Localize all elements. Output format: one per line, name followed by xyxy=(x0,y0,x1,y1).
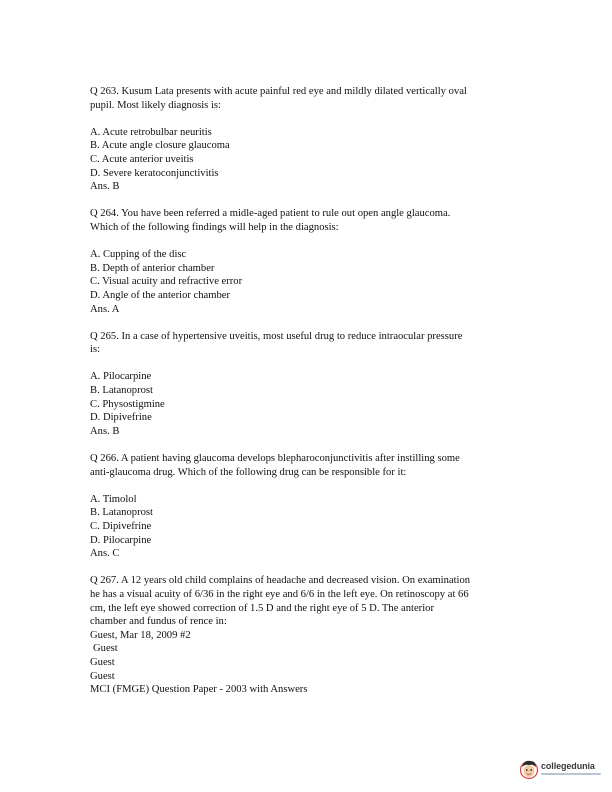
answer-option: B. Depth of anterior chamber xyxy=(90,262,215,274)
question-text-line: chamber and fundus of rence in: xyxy=(90,616,227,628)
question-text-line: Which of the following findings will help in the diagnosis: xyxy=(90,221,339,233)
question-text-line: he has a visual acuity of 6/36 in the right eye and 6/6 in the left eye. On retinoscopy at 66 xyxy=(90,588,469,600)
question-text-line: Q 267. A 12 years old child complains of headache and decreased vision. On examination xyxy=(90,575,471,587)
question-text-line: cm, the left eye showed correction of 1.5 D and the right eye of 5 D. The anterior xyxy=(90,602,434,614)
question-text-line: is: xyxy=(90,344,101,356)
answer-key: Ans. B xyxy=(90,181,120,193)
question-content xyxy=(90,85,530,697)
answer-option: B. Latanoprost xyxy=(90,507,153,519)
question-block xyxy=(90,452,530,561)
paper-title: MCI (FMGE) Question Paper - 2003 with Answers xyxy=(90,684,308,696)
collegedunia-logo xyxy=(519,758,605,782)
guest-label: Guest xyxy=(93,643,118,655)
logo-tagline-bar xyxy=(541,773,601,775)
question-text-line: Q 265. In a case of hypertensive uveitis, most useful drug to reduce intraocular pressure xyxy=(90,330,463,342)
question-block xyxy=(90,85,530,194)
post-meta: Guest, Mar 18, 2009 #2 xyxy=(90,629,191,641)
question-text-line: anti-glaucoma drug. Which of the following drug can be responsible for it: xyxy=(90,466,407,478)
answer-option: C. Physostigmine xyxy=(90,398,165,410)
answer-key: Ans. C xyxy=(90,548,120,560)
answer-option: D. Angle of the anterior chamber xyxy=(90,289,231,301)
mascot-face-icon xyxy=(519,758,539,780)
answer-key: Ans. B xyxy=(90,425,120,437)
answer-option: D. Pilocarpine xyxy=(90,534,152,546)
question-block xyxy=(90,207,530,316)
guest-label: Guest xyxy=(90,670,115,682)
answer-option: D. Severe keratoconjunctivitis xyxy=(90,167,219,179)
answer-option: D. Dipivefrine xyxy=(90,412,152,424)
answer-option: B. Latanoprost xyxy=(90,385,153,397)
question-text-line: Q 264. You have been referred a midle-aged patient to rule out open angle glaucoma. xyxy=(90,208,451,220)
answer-option: A. Acute retrobulbar neuritis xyxy=(90,126,212,138)
guest-label: Guest xyxy=(90,656,115,668)
answer-option: B. Acute angle closure glaucoma xyxy=(90,140,230,152)
question-text-line: Q 263. Kusum Lata presents with acute painful red eye and mildly dilated vertically oval xyxy=(90,86,467,97)
answer-option: A. Timolol xyxy=(90,493,137,505)
question-text-line: Q 266. A patient having glaucoma develops blepharoconjunctivitis after instilling some xyxy=(90,453,460,465)
answer-key: Ans. A xyxy=(90,303,120,315)
answer-option: A. Pilocarpine xyxy=(90,371,152,383)
question-block xyxy=(90,330,530,439)
question-block xyxy=(90,574,530,696)
question-text-line: pupil. Most likely diagnosis is: xyxy=(90,99,221,111)
answer-option: C. Visual acuity and refractive error xyxy=(90,276,243,288)
answer-option: A. Cupping of the disc xyxy=(90,249,187,261)
logo-wordmark: collegedunia xyxy=(541,761,595,771)
answer-option: C. Acute anterior uveitis xyxy=(90,153,194,165)
answer-option: C. Dipivefrine xyxy=(90,521,152,532)
